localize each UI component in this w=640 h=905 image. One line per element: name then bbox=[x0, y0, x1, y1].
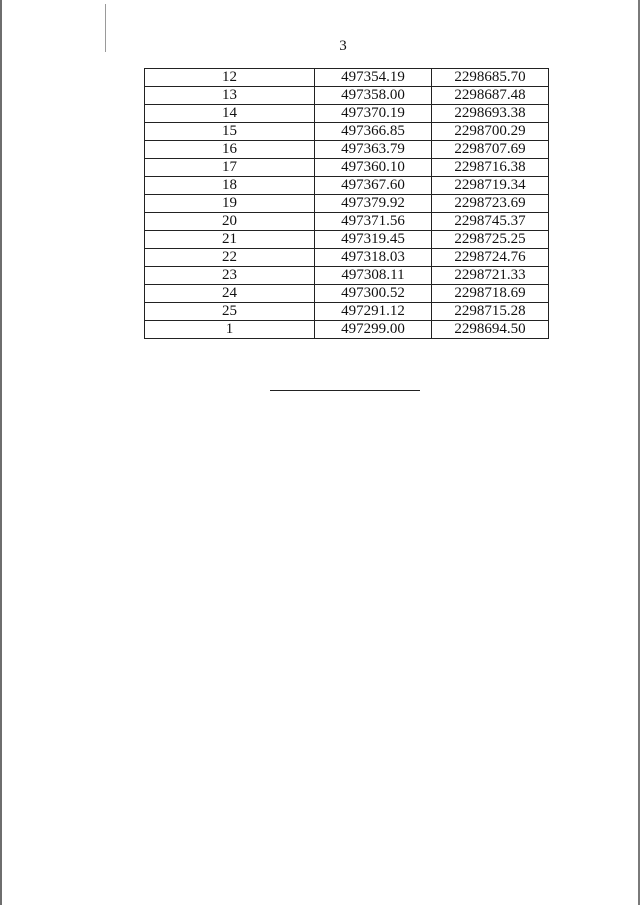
x-coordinate-cell: 497366.85 bbox=[315, 123, 432, 141]
table-row bbox=[145, 195, 549, 213]
point-number-cell: 1 bbox=[145, 321, 315, 339]
point-number-cell: 25 bbox=[145, 303, 315, 321]
table-row bbox=[145, 141, 549, 159]
point-number-cell: 17 bbox=[145, 159, 315, 177]
point-number-cell: 23 bbox=[145, 267, 315, 285]
x-coordinate-cell: 497291.12 bbox=[315, 303, 432, 321]
y-coordinate-cell: 2298700.29 bbox=[432, 123, 549, 141]
y-coordinate-cell: 2298716.38 bbox=[432, 159, 549, 177]
point-number-cell: 14 bbox=[145, 105, 315, 123]
y-coordinate-cell: 2298719.34 bbox=[432, 177, 549, 195]
point-number-cell: 21 bbox=[145, 231, 315, 249]
y-coordinate-cell: 2298745.37 bbox=[432, 213, 549, 231]
x-coordinate-cell: 497363.79 bbox=[315, 141, 432, 159]
x-coordinate-cell: 497354.19 bbox=[315, 69, 432, 87]
point-number-cell: 24 bbox=[145, 285, 315, 303]
table-row bbox=[145, 177, 549, 195]
y-coordinate-cell: 2298694.50 bbox=[432, 321, 549, 339]
point-number-cell: 16 bbox=[145, 141, 315, 159]
y-coordinate-cell: 2298723.69 bbox=[432, 195, 549, 213]
page-number: 3 bbox=[339, 38, 347, 54]
table-row bbox=[145, 105, 549, 123]
y-coordinate-cell: 2298685.70 bbox=[432, 69, 549, 87]
y-coordinate-cell: 2298721.33 bbox=[432, 267, 549, 285]
y-coordinate-cell: 2298715.28 bbox=[432, 303, 549, 321]
point-number-cell: 13 bbox=[145, 87, 315, 105]
table-row bbox=[145, 69, 549, 87]
x-coordinate-cell: 497300.52 bbox=[315, 285, 432, 303]
point-number-cell: 18 bbox=[145, 177, 315, 195]
table-row bbox=[145, 159, 549, 177]
y-coordinate-cell: 2298693.38 bbox=[432, 105, 549, 123]
y-coordinate-cell: 2298725.25 bbox=[432, 231, 549, 249]
table-row bbox=[145, 285, 549, 303]
x-coordinate-cell: 497318.03 bbox=[315, 249, 432, 267]
point-number-cell: 22 bbox=[145, 249, 315, 267]
x-coordinate-cell: 497358.00 bbox=[315, 87, 432, 105]
table-row bbox=[145, 249, 549, 267]
table-row bbox=[145, 87, 549, 105]
x-coordinate-cell: 497360.10 bbox=[315, 159, 432, 177]
coordinates-table bbox=[144, 68, 549, 339]
x-coordinate-cell: 497308.11 bbox=[315, 267, 432, 285]
y-coordinate-cell: 2298718.69 bbox=[432, 285, 549, 303]
y-coordinate-cell: 2298724.76 bbox=[432, 249, 549, 267]
y-coordinate-cell: 2298687.48 bbox=[432, 87, 549, 105]
end-of-document-rule bbox=[270, 390, 420, 391]
table-row bbox=[145, 267, 549, 285]
table-row bbox=[145, 123, 549, 141]
x-coordinate-cell: 497370.19 bbox=[315, 105, 432, 123]
x-coordinate-cell: 497367.60 bbox=[315, 177, 432, 195]
table-row bbox=[145, 213, 549, 231]
point-number-cell: 15 bbox=[145, 123, 315, 141]
table-row bbox=[145, 303, 549, 321]
coordinates-table-body bbox=[145, 69, 549, 339]
y-coordinate-cell: 2298707.69 bbox=[432, 141, 549, 159]
x-coordinate-cell: 497319.45 bbox=[315, 231, 432, 249]
x-coordinate-cell: 497379.92 bbox=[315, 195, 432, 213]
scan-edge-left bbox=[0, 0, 2, 905]
point-number-cell: 20 bbox=[145, 213, 315, 231]
point-number-cell: 12 bbox=[145, 69, 315, 87]
x-coordinate-cell: 497371.56 bbox=[315, 213, 432, 231]
table-row bbox=[145, 231, 549, 249]
point-number-cell: 19 bbox=[145, 195, 315, 213]
x-coordinate-cell: 497299.00 bbox=[315, 321, 432, 339]
table-row bbox=[145, 321, 549, 339]
